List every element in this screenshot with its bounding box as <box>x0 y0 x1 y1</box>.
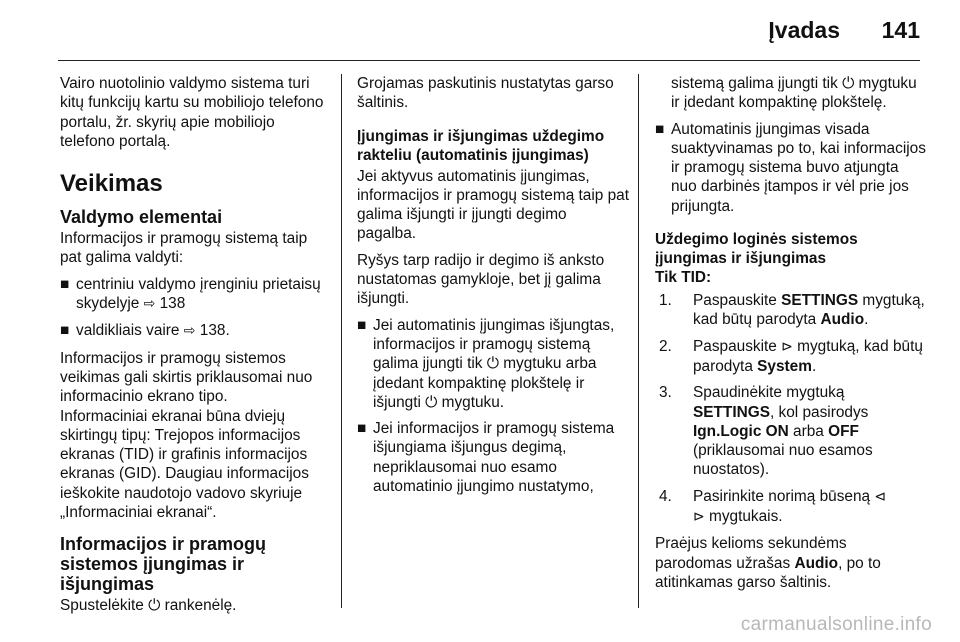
column-2 <box>357 74 629 503</box>
intro-paragraph: Vairo nuotolinio valdymo sistema turi kitų funkcijų kartu su mobiliojo telefono portalu, žr. skyrių apie mobiliojo telefono portalą. <box>60 75 324 150</box>
step-item: 3. Spaudinėkite mygtuką SETTINGS, kol pasirodys Ign.Logic ON arba OFF (priklausomai nuo esamos nuostatos). <box>659 384 873 479</box>
subsection-heading-controls: Valdymo elementai <box>60 207 223 228</box>
tid-label: Tik TID: <box>655 269 712 287</box>
menu-name: Audio <box>820 311 865 329</box>
section-heading: Veikimas <box>60 170 163 198</box>
column-divider-1 <box>341 74 342 608</box>
option-name: Ign.Logic ON <box>693 422 789 440</box>
right-arrow-icon: ⊳ <box>781 338 793 355</box>
right-arrow-icon: ⊳ <box>693 509 705 526</box>
step-item: 4. Pasirinkite norimą būseną ⊲ ⊳ mygtukais. <box>659 487 887 526</box>
page-header <box>0 0 960 60</box>
step-item: 1. Paspauskite SETTINGS mygtuką, kad būtų parodyta Audio. <box>659 292 925 329</box>
subsection-heading-ignition: Įjungimas ir išjungimas uždegimo rakteliu (automatinis įjungimas) <box>357 127 605 164</box>
page-reference[interactable]: 138 <box>159 295 186 313</box>
page-reference-icon: ⇨ <box>183 323 196 340</box>
paragraph: Informacijos ir pramogų sistemos veikimas gali skirtis priklausomai nuo informacinio ekrano tipo. <box>60 349 313 406</box>
paragraph: Spustelėkite ⏻ rankenėlę. <box>60 597 237 615</box>
list-item: ■ valdikliais vaire ⇨ 138. <box>60 322 230 340</box>
bullet-icon: ■ <box>60 275 70 293</box>
paragraph: Informacijos ir pramogų sistemą taip pat galima valdyti: <box>60 230 308 267</box>
menu-name: System <box>757 357 812 375</box>
column-divider-2 <box>638 74 639 608</box>
page-reference-icon: ⇨ <box>143 296 156 313</box>
list-item: ■ Automatinis įjungimas visada suaktyvinamas po to, kai informacijos ir pramogų sistema buvo atjungta nuo darbinės įtampos ir vėl prie jos prijungta. <box>655 120 926 215</box>
step-number: 1. <box>659 292 672 310</box>
paragraph: Jei aktyvus automatinis įjungimas, informacijos ir pramogų sistemą taip pat galima išjungti ir įjungti degimo pagalba. <box>357 167 630 243</box>
button-name: SETTINGS <box>781 292 859 310</box>
column-1 <box>60 74 330 623</box>
option-name: OFF <box>828 422 859 440</box>
bullet-icon: ■ <box>357 316 367 334</box>
continued-paragraph: sistemą galima įjungti tik ⏻ mygtuku ir įdedant kompaktinę plokštelę. <box>671 75 917 112</box>
left-arrow-icon: ⊲ <box>874 488 887 505</box>
step-number: 4. <box>659 487 672 505</box>
button-name: SETTINGS <box>693 403 770 421</box>
watermark: carmanualsonline.info <box>740 614 932 635</box>
paragraph: Praėjus kelioms sekundėms parodomas užrašas Audio, po to atitinkamas garso šaltinis. <box>655 535 881 591</box>
chapter-title: Įvadas <box>768 17 840 43</box>
paragraph: Ryšys tarp radijo ir degimo iš anksto nustatomas gamykloje, bet jį galima išjungti. <box>357 251 605 308</box>
page-number: 141 <box>881 17 920 43</box>
subsection-heading-power: Informacijos ir pramogų sistemos įjungimas ir išjungimas <box>60 534 267 595</box>
column-3 <box>655 74 927 599</box>
paragraph: Informaciniai ekranai būna dviejų skirtingų tipų: Trejopos informacijos ekranas (TID) ir grafinis informacijos ekranas (GID). Daugiau informacijos ieškokite naudotojo vadovo skyriuje „Informaciniai ekranai“. <box>60 407 309 522</box>
step-item: 2. Paspauskite ⊳ mygtuką, kad būtų parodyta System. <box>659 337 923 375</box>
menu-name: Audio <box>794 554 839 572</box>
paragraph: Grojamas paskutinis nustatytas garso šaltinis. <box>357 75 614 112</box>
list-item: ■ Jei automatinis įjungimas išjungtas, informacijos ir pramogų sistemą galima įjungti tik ⏻ mygtuku arba įdedant kompaktinę plokštelę ir išjungti ⏻ mygtuku. <box>357 316 615 411</box>
bullet-icon: ■ <box>655 120 665 138</box>
bullet-icon: ■ <box>357 420 367 438</box>
list-item: ■ centriniu valdymo įrenginiu prietaisų skydelyje ⇨ 138 <box>60 275 321 313</box>
bullet-icon: ■ <box>60 322 70 340</box>
header-divider <box>58 60 920 61</box>
step-number: 3. <box>659 384 672 402</box>
list-item: ■ Jei informacijos ir pramogų sistema išjungiama išjungus degimą, nepriklausomai nuo esamo automatinio įjungimo nustatymo, <box>357 420 615 496</box>
page-reference[interactable]: 138. <box>199 322 230 340</box>
step-number: 2. <box>659 337 672 355</box>
subsection-heading-ign-logic: Uždegimo loginės sistemos įjungimas ir išjungimas <box>655 231 858 268</box>
